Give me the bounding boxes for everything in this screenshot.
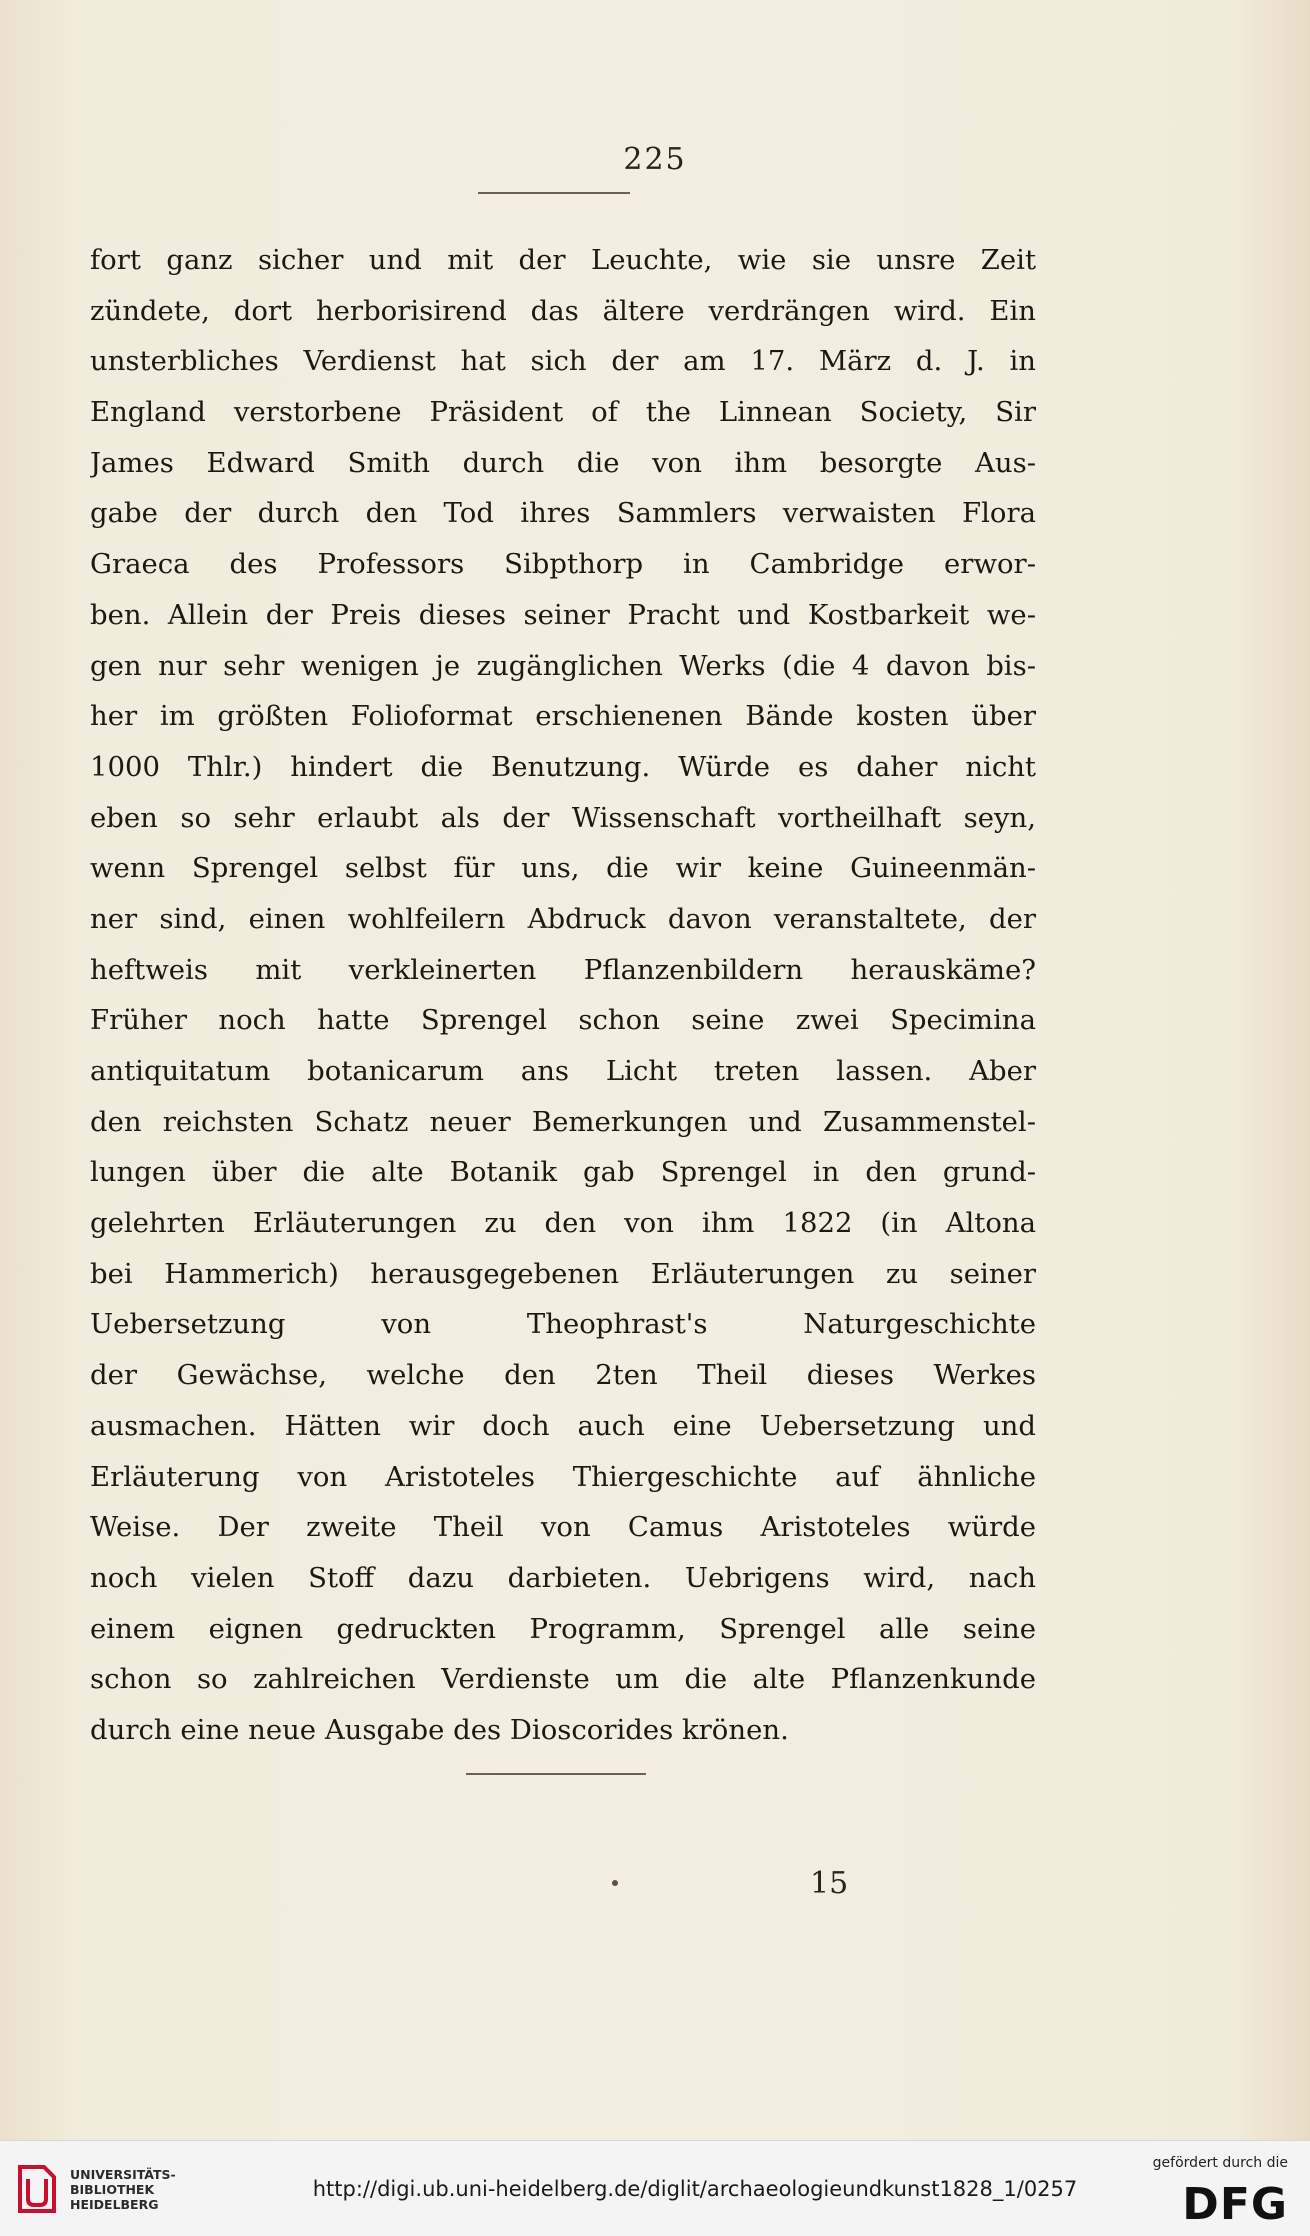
text-line: Erläuterung von Aristoteles Thiergeschichte auf ähnliche xyxy=(90,1460,1036,1493)
text-line: ben. Allein der Preis dieses seiner Pracht und Kostbarkeit we- xyxy=(90,598,1036,631)
text-line: Graeca des Professors Sibpthorp in Cambridge erwor- xyxy=(90,548,1036,581)
text-line: eben so sehr erlaubt als der Wissenschaft vortheilhaft seyn, xyxy=(90,801,1036,834)
text-line: gen nur sehr wenigen je zugänglichen Werks (die 4 davon bis- xyxy=(90,649,1036,682)
ink-dot xyxy=(612,1880,618,1886)
text-line: wenn Sprengel selbst für uns, die wir keine Guineenmän- xyxy=(90,852,1036,885)
text-line: zündete, dort herborisirend das ältere verdrängen wird. Ein xyxy=(90,294,1036,327)
text-line: lungen über die alte Botanik gab Sprengel in den grund- xyxy=(90,1156,1036,1189)
text-line: James Edward Smith durch die von ihm besorgte Aus- xyxy=(90,446,1036,479)
page-number: 225 xyxy=(623,142,687,177)
permalink-url[interactable]: http://digi.ub.uni-heidelberg.de/diglit/archaeologieundkunst1828_1/0257 xyxy=(312,2177,1078,2201)
text-line: ausmachen. Hätten wir doch auch eine Uebersetzung und xyxy=(90,1409,1036,1442)
text-line: einem eignen gedruckten Programm, Sprengel alle seine xyxy=(90,1612,1036,1645)
text-line: gabe der durch den Tod ihres Sammlers verwaisten Flora xyxy=(90,497,1036,530)
text-line: schon so zahlreichen Verdienste um die alte Pflanzenkunde xyxy=(90,1663,1036,1696)
text-line: her im größten Folioformat erschienenen Bände kosten über xyxy=(90,700,1036,733)
text-line: durch eine neue Ausgabe des Dioscorides krönen. xyxy=(90,1713,789,1746)
text-line: 1000 Thlr.) hindert die Benutzung. Würde es daher nicht xyxy=(90,750,1036,783)
institution-name[interactable] xyxy=(70,2167,176,2212)
text-line: England verstorbene Präsident of the Linnean Society, Sir xyxy=(90,396,1036,429)
text-line: heftweis mit verkleinerten Pflanzenbildern herauskäme? xyxy=(90,953,1036,986)
text-line: der Gewächse, welche den 2ten Theil dieses Werkes xyxy=(90,1359,1036,1392)
text-line: den reichsten Schatz neuer Bemerkungen und Zusammenstel- xyxy=(90,1105,1036,1138)
funder-label: gefördert durch die xyxy=(1152,2155,1288,2171)
text-line: bei Hammerich) herausgegebenen Erläuterungen zu seiner xyxy=(90,1257,1036,1290)
text-line: Weise. Der zweite Theil von Camus Aristoteles würde xyxy=(90,1511,1036,1544)
text-line: Uebersetzung von Theophrast's Naturgeschichte xyxy=(90,1308,1036,1341)
header-rule xyxy=(478,192,630,194)
signature-mark: 15 xyxy=(810,1866,849,1901)
viewer-footer xyxy=(0,2140,1310,2236)
institution-line: BIBLIOTHEK xyxy=(70,2182,155,2197)
text-line: ner sind, einen wohlfeilern Abdruck davon veranstaltete, der xyxy=(90,902,1036,935)
text-line: unsterbliches Verdienst hat sich der am 17. März d. J. in xyxy=(90,345,1036,378)
text-line: noch vielen Stoff dazu darbieten. Uebrigens wird, nach xyxy=(90,1561,1036,1594)
dfg-logo[interactable]: DFG xyxy=(1182,2179,1288,2230)
text-line: gelehrten Erläuterungen zu den von ihm 1822 (in Altona xyxy=(90,1207,1036,1240)
text-line: fort ganz sicher und mit der Leuchte, wie sie unsre Zeit xyxy=(90,244,1036,276)
institution-line: HEIDELBERG xyxy=(70,2197,159,2212)
body-text xyxy=(90,235,1036,1756)
text-line: antiquitatum botanicarum ans Licht treten lassen. Aber xyxy=(90,1055,1036,1087)
institution-line: UNIVERSITÄTS- xyxy=(70,2167,176,2182)
university-library-logo-icon[interactable] xyxy=(14,2163,60,2215)
text-line: Früher noch hatte Sprengel schon seine zwei Specimina xyxy=(90,1004,1036,1037)
footer-rule xyxy=(466,1773,646,1775)
